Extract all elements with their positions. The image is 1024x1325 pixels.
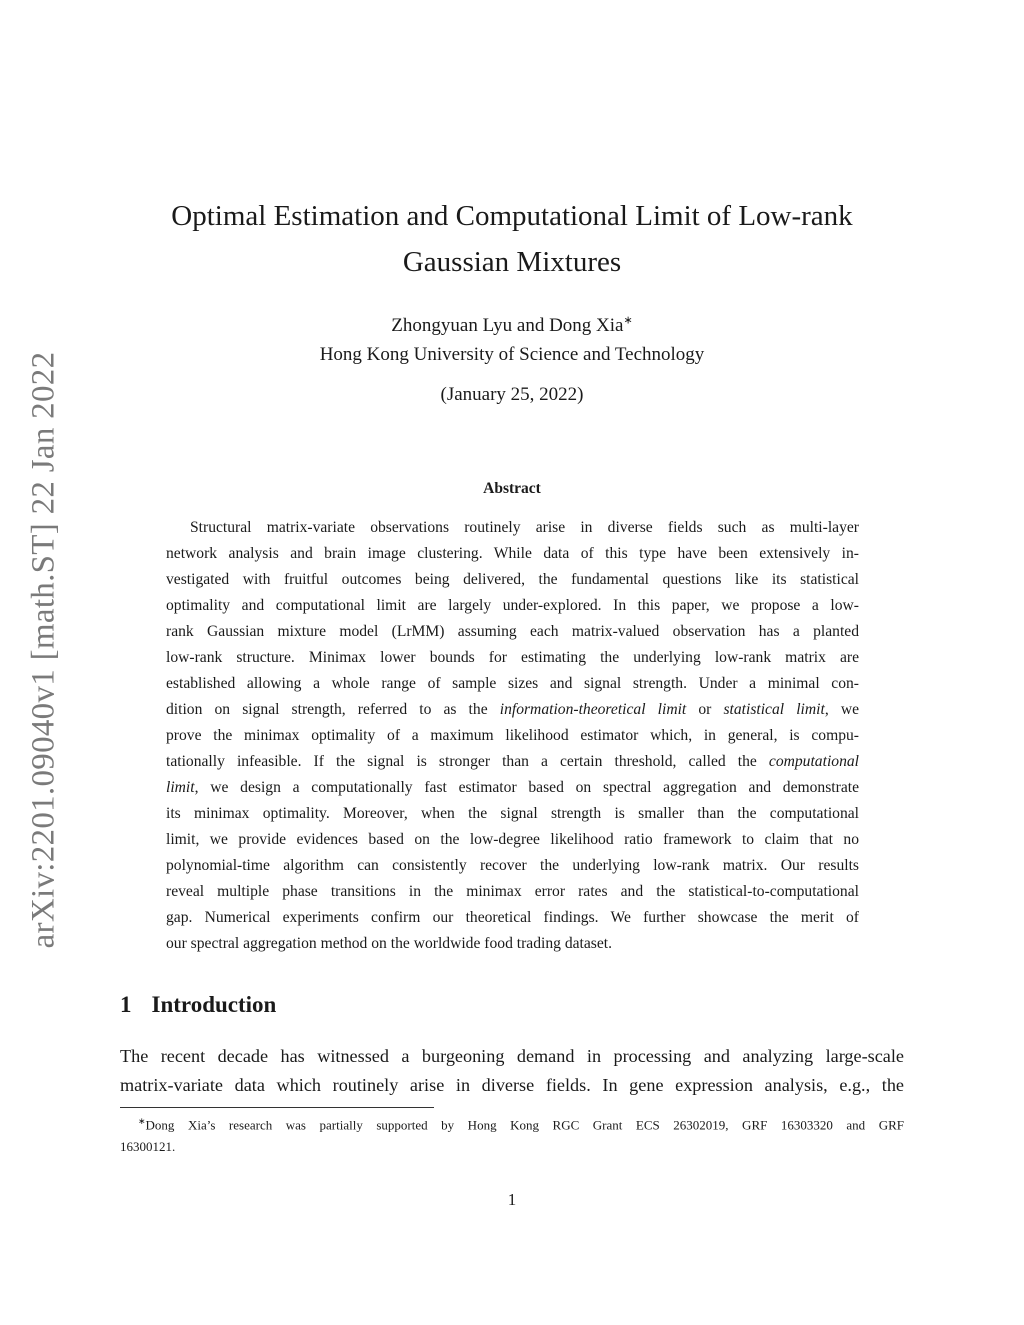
- footnote-mark: ∗: [138, 1116, 146, 1126]
- paper-date: (January 25, 2022): [440, 384, 584, 405]
- section-title: Introduction: [151, 992, 277, 1017]
- abstract-line: [166, 697, 859, 723]
- abstract-line: [166, 775, 859, 801]
- abstract-line: network analysis and brain image clustering. While data of this type have been extensively in-: [166, 545, 859, 562]
- footnote-line: 16300121.: [120, 1139, 176, 1155]
- abstract-line: [166, 749, 859, 775]
- abstract-line: our spectral aggregation method on the worldwide food trading dataset.: [166, 935, 613, 952]
- author-block: [120, 311, 904, 369]
- affiliation: Hong Kong University of Science and Technology: [319, 344, 705, 365]
- author-names: Zhongyuan Lyu and Dong Xia: [391, 315, 624, 336]
- abstract-line: limit, we provide evidences based on the low-degree likelihood ratio framework to claim that no: [166, 831, 859, 848]
- intro-line: The recent decade has witnessed a burgeoning demand in processing and analyzing large-scale: [120, 1046, 904, 1066]
- abstract-line: vestigated with fruitful outcomes being delivered, the fundamental questions like its statistical: [166, 571, 859, 588]
- footnote: [120, 1110, 904, 1158]
- abstract-line: its minimax optimality. Moreover, when the signal strength is smaller than the computational: [166, 805, 859, 822]
- abstract-line: reveal multiple phase transitions in the minimax error rates and the statistical-to-computational: [166, 883, 859, 900]
- emphasis-statistical-limit: statistical limit: [723, 701, 825, 718]
- abstract-line: polynomial-time algorithm can consistently recover the underlying low-rank matrix. Our results: [166, 857, 859, 874]
- title-line-2: Gaussian Mixtures: [402, 246, 622, 278]
- introduction-body: [120, 1042, 904, 1100]
- abstract-heading: Abstract: [483, 480, 541, 497]
- author-footnote-mark: ∗: [623, 314, 633, 327]
- abstract-line: optimality and computational limit are largely under-explored. In this paper, we propose a low-: [166, 597, 859, 614]
- page-number: 1: [507, 1190, 517, 1209]
- abstract-line: Structural matrix-variate observations routinely arise in diverse fields such as multi-layer: [190, 519, 859, 536]
- paper-title: [120, 193, 904, 285]
- emphasis-limit: limit: [166, 779, 195, 796]
- abstract-body: [166, 515, 859, 957]
- abstract-text: or: [686, 701, 724, 718]
- abstract-text: , we design a computationally fast estimator based on spectral aggregation and demonstrate: [194, 779, 859, 796]
- abstract-line: low-rank structure. Minimax lower bounds for estimating the underlying low-rank matrix are: [166, 649, 859, 666]
- title-line-1: Optimal Estimation and Computational Limit of Low-rank: [171, 200, 853, 232]
- section-number: 1: [120, 992, 132, 1017]
- emphasis-information-theoretical-limit: information-theoretical limit: [499, 701, 687, 718]
- abstract-text: , we: [824, 701, 859, 718]
- abstract-line: established allowing a whole range of sample sizes and signal strength. Under a minimal con-: [166, 675, 859, 692]
- abstract-text: dition on signal strength, referred to as the: [166, 701, 500, 718]
- abstract-line: gap. Numerical experiments confirm our theoretical findings. We further showcase the merit of: [166, 909, 859, 926]
- author-names-line: [120, 311, 904, 340]
- footnote-divider: [120, 1107, 434, 1108]
- intro-line: matrix-variate data which routinely arise in diverse fields. In gene expression analysis, e.g., the: [120, 1075, 904, 1095]
- footnote-text: Dong Xia’s research was partially supported by Hong Kong RGC Grant ECS 26302019, GRF 16303320 and GRF: [145, 1117, 904, 1133]
- abstract-line: rank Gaussian mixture model (LrMM) assuming each matrix-valued observation has a planted: [166, 623, 859, 640]
- section-heading-introduction: [120, 992, 276, 1018]
- emphasis-computational: computational: [768, 753, 859, 770]
- abstract-line: prove the minimax optimality of a maximum likelihood estimator which, in general, is compu-: [166, 727, 859, 744]
- footnote-line: [120, 1110, 904, 1136]
- abstract-text: tationally infeasible. If the signal is stronger than a certain threshold, called the: [166, 753, 769, 770]
- arxiv-identifier: arXiv:2201.09040v1 [math.ST] 22 Jan 2022: [25, 351, 62, 949]
